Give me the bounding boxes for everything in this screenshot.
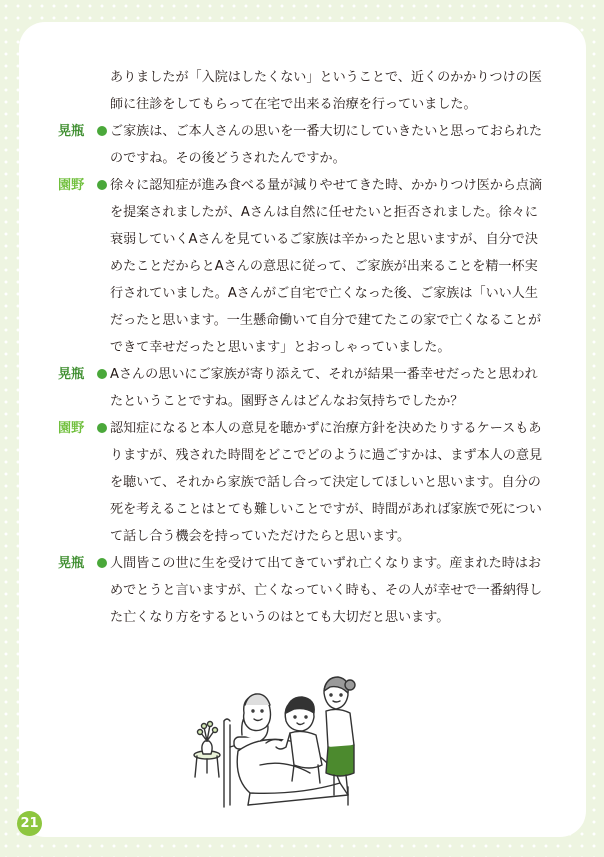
page-number-badge: 21 — [17, 811, 42, 836]
turn-text: 徐々に認知症が進み食べる量が減りやせてきた時、かかりつけ医から点滴を提案されましたが、Aさんは自然に任せたいと拒否されました。徐々に衰弱していくAさんを見ているご家族は辛かったと思いますが、自分で決めたことだからとAさんの意思に従って、ご家族が出来ることを精一杯実行されていました。Aさんがご自宅で亡くなった後、ご家族は「いい人生だったと思います。一生懸命働いて自分で建てたこの家で亡くなることができて幸せだったと思います」とおっしゃっていました。 — [110, 178, 543, 355]
speaker-label — [58, 172, 110, 199]
turn-text: Aさんの思いにご家族が寄り添えて、それが結果一番幸せだったと思われたということですね。園野さんはどんなお気持ちでしたか？ — [110, 367, 538, 409]
dialogue-body — [58, 64, 548, 631]
speaker-dot-icon — [97, 126, 107, 136]
speaker-dot-icon — [97, 369, 107, 379]
family-at-bedside-illustration — [190, 655, 370, 815]
speaker-label — [58, 361, 110, 388]
speaker-name: 園野 — [58, 178, 85, 193]
speaker-label — [58, 118, 110, 145]
dialogue-turn-sonono — [58, 415, 548, 550]
speaker-name: 晃瓶 — [58, 367, 85, 382]
turn-text: 認知症になると本人の意見を聴かずに治療方針を決めたりするケースもありますが、残された時間をどこでどのように過ごすかは、まず本人の意見を聴いて、それから家族で話し合って決定してほしいと思います。自分の死を考えることはとても難しいことですが、時間があれば家族で死について話し合う機会を持っていただけたらと思います。 — [110, 421, 543, 544]
turn-text: ご家族は、ご本人さんの思いを一番大切にしていきたいと思っておられたのですね。その後どうされたんですか。 — [110, 124, 543, 166]
dialogue-turn-continuation — [58, 64, 548, 118]
turn-text: 人間皆この世に生を受けて出てきていずれ亡くなります。産まれた時はおめでとうと言いますが、亡くなっていく時も、その人が幸せで一番納得した亡くなり方をするというのはとても大切だと思います。 — [110, 556, 543, 625]
speaker-dot-icon — [97, 423, 107, 433]
dialogue-turn-kohei — [58, 118, 548, 172]
turn-text: ありましたが「入院はしたくない」ということで、近くのかかりつけの医師に往診をしてもらって在宅で出来る治療を行っていました。 — [110, 70, 542, 112]
speaker-name: 園野 — [58, 421, 85, 436]
speaker-dot-icon — [97, 558, 107, 568]
dialogue-turn-kohei — [58, 550, 548, 631]
speaker-label — [58, 550, 110, 577]
speaker-dot-icon — [97, 180, 107, 190]
speaker-name: 晃瓶 — [58, 124, 85, 139]
speaker-name: 晃瓶 — [58, 556, 85, 571]
dialogue-turn-kohei — [58, 361, 548, 415]
speaker-label — [58, 415, 110, 442]
dialogue-turn-sonono — [58, 172, 548, 361]
